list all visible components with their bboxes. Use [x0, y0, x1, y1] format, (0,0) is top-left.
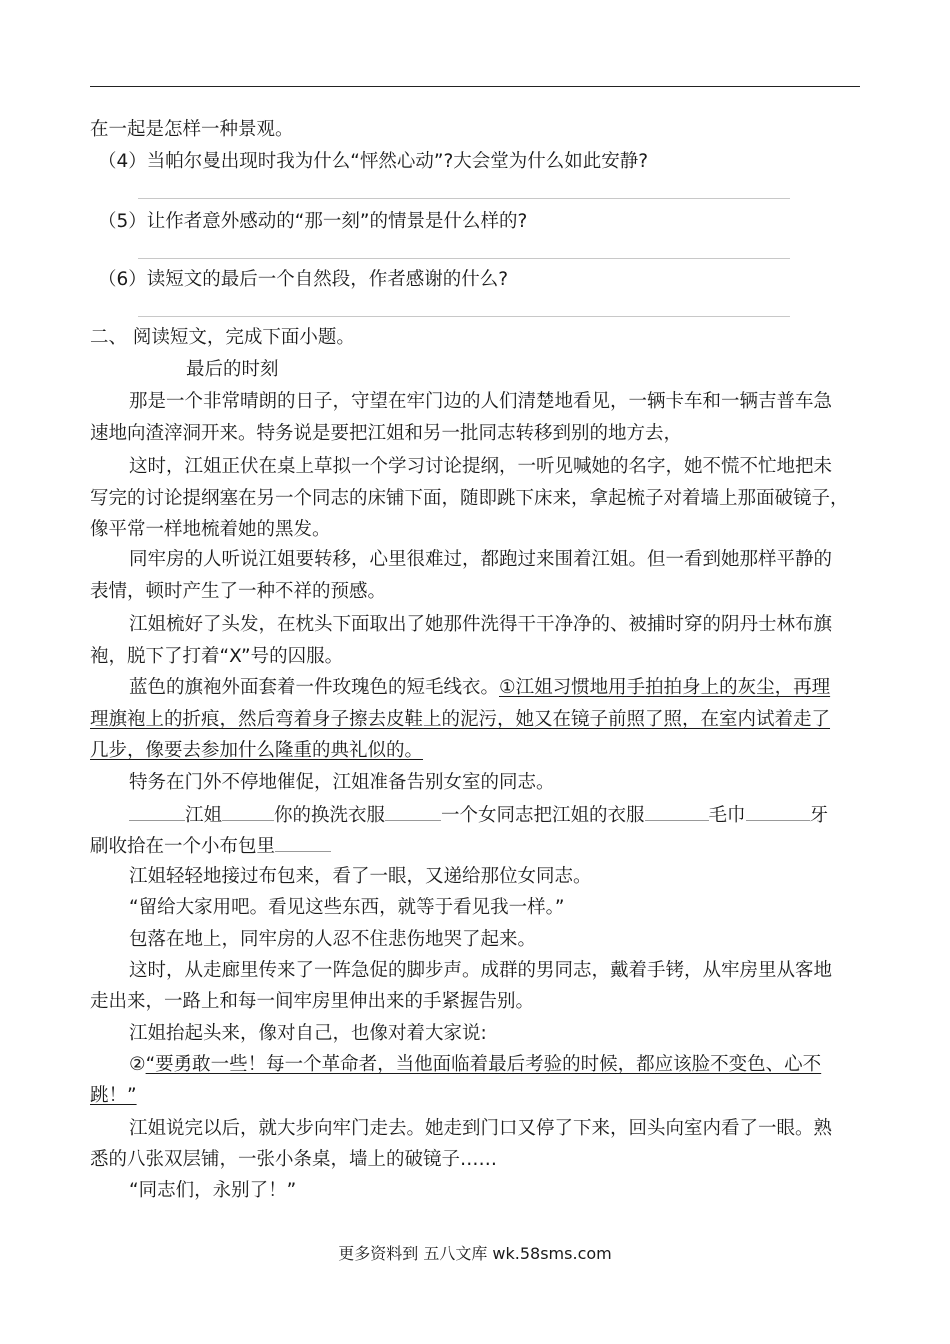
fill-blank-line — [90, 833, 862, 859]
answer-line-4[interactable] — [138, 198, 790, 199]
blank-text: 你的换洗衣服 — [274, 805, 386, 826]
underlined-sentence-1: ①江姐习惯地用手拍拍身上的灰尘，再理 — [499, 677, 831, 698]
fill-blank-2[interactable] — [222, 802, 274, 821]
page-footer: 更多资料到 五八文库 wk.58sms.com — [338, 1244, 612, 1263]
blank-text: 刷收拾在一个小布包里 — [90, 836, 276, 857]
paragraph-line: 像平常一样地梳着她的黑发。 — [90, 519, 331, 540]
paragraph-line: 表情，顿时产生了一种不祥的预感。 — [90, 581, 387, 602]
blank-text: 毛巾 — [708, 805, 746, 826]
fill-blank-3[interactable] — [385, 802, 441, 821]
paragraph-line: “留给大家用吧。看见这些东西，就等于看见我一样。” — [129, 897, 565, 918]
fill-blank-4[interactable] — [645, 802, 709, 821]
paragraph-line: 走出来，一路上和每一间牢房里伸出来的手紧握告别。 — [90, 991, 535, 1012]
paragraph-line: 包落在地上，同牢房的人忍不住悲伤地哭了起来。 — [129, 929, 537, 950]
fill-blank-5[interactable] — [746, 802, 810, 821]
paragraph-line: 同牢房的人听说江姐要转移，心里很难过，都跑过来围着江姐。但一看到她那样平静的 — [129, 549, 833, 570]
section-heading: 二、 阅读短文，完成下面小题。 — [90, 327, 355, 348]
paragraph-line: 那是一个非常晴朗的日子，守望在牢门边的人们清楚地看见，一辆卡车和一辆吉普车急 — [129, 391, 833, 412]
paragraph-line: 这时，从走廊里传来了一阵急促的脚步声。成群的男同志，戴着手铐，从牢房里从客地 — [129, 960, 833, 981]
underlined-sentence-2: “要勇敢一些！每一个革命者，当他面临着最后考验的时候，都应该脸不变色、心不 — [145, 1054, 822, 1075]
answer-line-5[interactable] — [138, 258, 790, 259]
paragraph-line: 特务在门外不停地催促，江姐准备告别女室的同志。 — [129, 772, 555, 793]
sentence-2-marker: ② — [129, 1054, 146, 1075]
paragraph-line — [129, 1053, 862, 1077]
question-6: （6）读短文的最后一个自然段，作者感谢的什么? — [98, 269, 509, 290]
underlined-sentence-2-end: 跳！” — [90, 1085, 137, 1106]
underlined-sentence-1-end: 几步，像要去参加什么隆重的典礼似的。 — [90, 740, 424, 761]
blank-text: 江姐 — [185, 805, 223, 826]
fill-blank-line — [129, 802, 862, 828]
blank-text: 牙 — [809, 805, 829, 826]
blank-text: 一个女同志把江姐的衣服 — [441, 805, 645, 826]
paragraph-line: “同志们，永别了！” — [129, 1180, 297, 1201]
paragraph-line: 江姐梳好了头发，在枕头下面取出了她那件洗得干干净净的、被捕时穿的阴丹士林布旗 — [129, 614, 833, 635]
fill-blank-1[interactable] — [129, 802, 185, 821]
paragraph-line: 江姐轻轻地接过布包来，看了一眼，又递给那位女同志。 — [129, 866, 592, 887]
paragraph-line: 悉的八张双层铺，一张小条桌，墙上的破镜子…… — [90, 1149, 498, 1170]
passage-title: 最后的时刻 — [186, 359, 279, 380]
text-line: 在一起是怎样一种景观。 — [90, 119, 294, 140]
paragraph-line — [90, 739, 862, 763]
paragraph-line: 这时，江姐正伏在桌上草拟一个学习讨论提纲，一听见喊她的名字，她不慌不忙地把未 — [129, 456, 833, 477]
question-5: （5）让作者意外感动的“那一刻”的情景是什么样的? — [98, 211, 528, 232]
header-rule — [90, 86, 860, 87]
paragraph-line — [90, 1084, 862, 1108]
paragraph-line: 江姐说完以后，就大步向牢门走去。她走到门口又停了下来，回头向室内看了一眼。熟 — [129, 1118, 833, 1139]
paragraph-line: 袍，脱下了打着“X”号的囚服。 — [90, 646, 344, 667]
paragraph-line: 写完的讨论提纲塞在另一个同志的床铺下面，随即跳下床来，拿起梳子对着墙上那面破镜子， — [90, 488, 849, 509]
paragraph-line — [129, 676, 862, 700]
paragraph-line: 速地向渣滓洞开来。特务说是要把江姐和另一批同志转移到别的地方去， — [90, 423, 683, 444]
underlined-sentence-1-cont: 理旗袍上的折痕，然后弯着身子擦去皮鞋上的泥污，她又在镜子前照了照，在室内试着走了 — [90, 709, 831, 730]
fill-blank-6[interactable] — [275, 833, 331, 852]
answer-line-6[interactable] — [138, 316, 790, 317]
question-4: （4）当帕尔曼出现时我为什么“怦然心动”?大会堂为什么如此安静? — [98, 151, 649, 172]
paragraph-line: 江姐抬起头来，像对自己，也像对着大家说: — [129, 1023, 487, 1044]
paragraph-text: 蓝色的旗袍外面套着一件玫瑰色的短毛线衣。 — [129, 677, 500, 698]
